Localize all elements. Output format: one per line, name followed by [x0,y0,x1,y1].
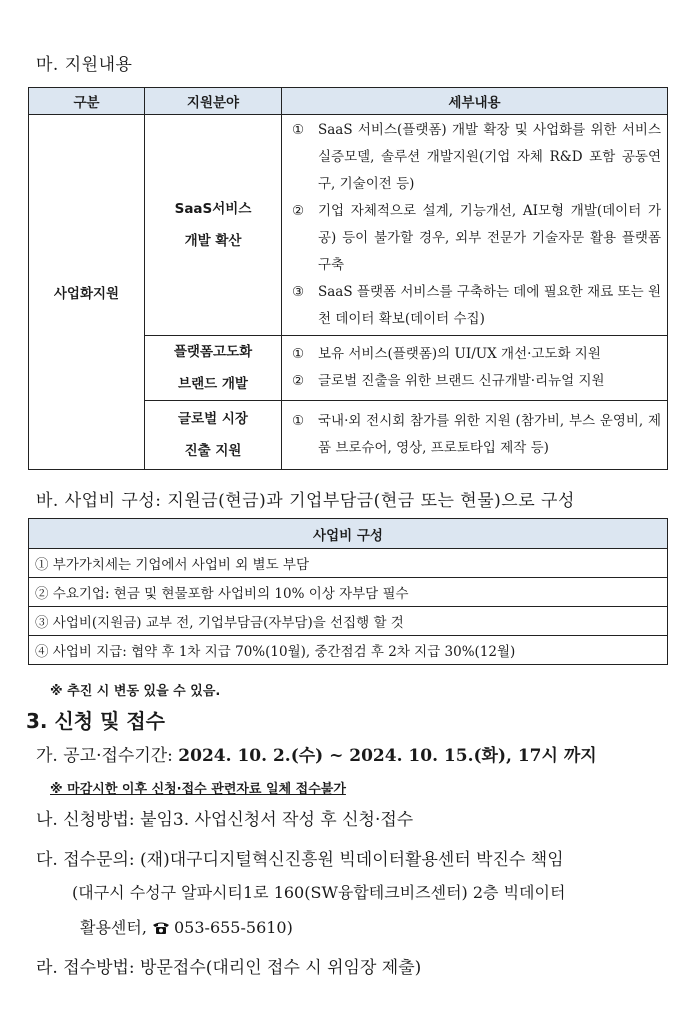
budget-section-title: 바. 사업비 구성: 지원금(현금)과 기업부담금(현금 또는 현물)으로 구성 [36,491,575,511]
budget-note: ※ 추진 시 변동 있을 수 있음. [50,684,221,699]
inquiry-line: 다. 접수문의: (재)대구디지털혁신진흥원 빅데이터활용센터 박진수 책임 [36,850,564,870]
detail-cell [282,115,668,336]
support-section-title: 마. 지원내용 [36,55,133,75]
list-item: ① 국내·외 전시회 참가를 위한 지원 (참가비, 부스 운영비, 제품 브로슈어, 영상, 프로토타입 제작 등) [292,413,661,456]
area-label: SaaS서비스 [174,201,252,217]
method-line: 나. 신청방법: 붙임3. 사업신청서 작성 후 신청·접수 [36,810,414,830]
area-label: 진출 지원 [184,443,242,459]
table-row [29,549,668,578]
inquiry-contact: 활용센터, 053-655-5610) [80,918,293,937]
header-detail: 세부내용 [282,88,668,115]
detail-cell [282,401,668,470]
period-line [36,741,597,766]
support-table-header [29,88,668,115]
area-cell [145,115,282,336]
list-item: ③ SaaS 플랫폼 서비스를 구축하는 데에 필요한 재료 또는 원천 데이터 확보(데이터 수집) [292,284,661,327]
section-heading: 3. 신청 및 접수 [26,709,166,733]
budget-table-header: 사업비 구성 [29,519,668,549]
support-table [28,87,668,470]
table-row [29,607,668,636]
area-label: 개발 확산 [184,233,242,249]
detail-cell [282,336,668,401]
area-label: 플랫폼고도화 [173,344,253,360]
budget-item: ④ 사업비 지급: 협약 후 1차 지급 70%(10월), 중간점검 후 2차 지급 30%(12월) [29,636,668,665]
category-cell: 사업화지원 [29,115,145,470]
area-cell [145,401,282,470]
header-category: 구분 [29,88,145,115]
table-row [29,115,668,336]
deadline-note: ※ 마감시한 이후 신청·접수 관련자료 일체 접수불가 [50,782,346,797]
area-cell [145,336,282,401]
period-value: 2024. 10. 2.(수) ~ 2024. 10. 15.(화), 17시 까지 [178,746,597,766]
budget-item: ② 수요기업: 현금 및 현물포함 사업비의 10% 이상 자부담 필수 [29,578,668,607]
list-item: ② 기업 자체적으로 설계, 기능개선, AI모형 개발(데이터 가공) 등이 불가할 경우, 외부 전문가 기술자문 활용 플랫폼 구축 [292,203,661,273]
table-row [29,636,668,665]
list-item: ② 글로벌 진출을 위한 브랜드 신규개발·리뉴얼 지원 [292,373,605,389]
table-row [29,578,668,607]
area-label: 글로벌 시장 [178,411,248,427]
header-area: 지원분야 [145,88,282,115]
period-label: 가. 공고·접수기간: [36,746,179,766]
phone-number: 053-655-5610) [174,918,293,937]
inquiry-address: (대구시 수성구 알파시티1로 160(SW융합테크비즈센터) 2층 빅데이터 [72,883,566,902]
list-item: ① SaaS 서비스(플랫폼) 개발 확장 및 사업화를 위한 서비스 실증모델, 솔루션 개발지원(기업 자체 R&D 포함 공동연구, 기술이전 등) [292,122,661,192]
budget-item: ① 부가가치세는 기업에서 사업비 외 별도 부담 [29,549,668,578]
budget-table [28,518,668,665]
area-label: 브랜드 개발 [178,376,248,392]
list-item: ① 보유 서비스(플랫폼)의 UI/UX 개선·고도화 지원 [292,346,601,362]
phone-icon [152,920,170,939]
submit-line: 라. 접수방법: 방문접수(대리인 접수 시 위임장 제출) [36,958,422,978]
budget-item: ③ 사업비(지원금) 교부 전, 기업부담금(자부담)을 선집행 할 것 [29,607,668,636]
